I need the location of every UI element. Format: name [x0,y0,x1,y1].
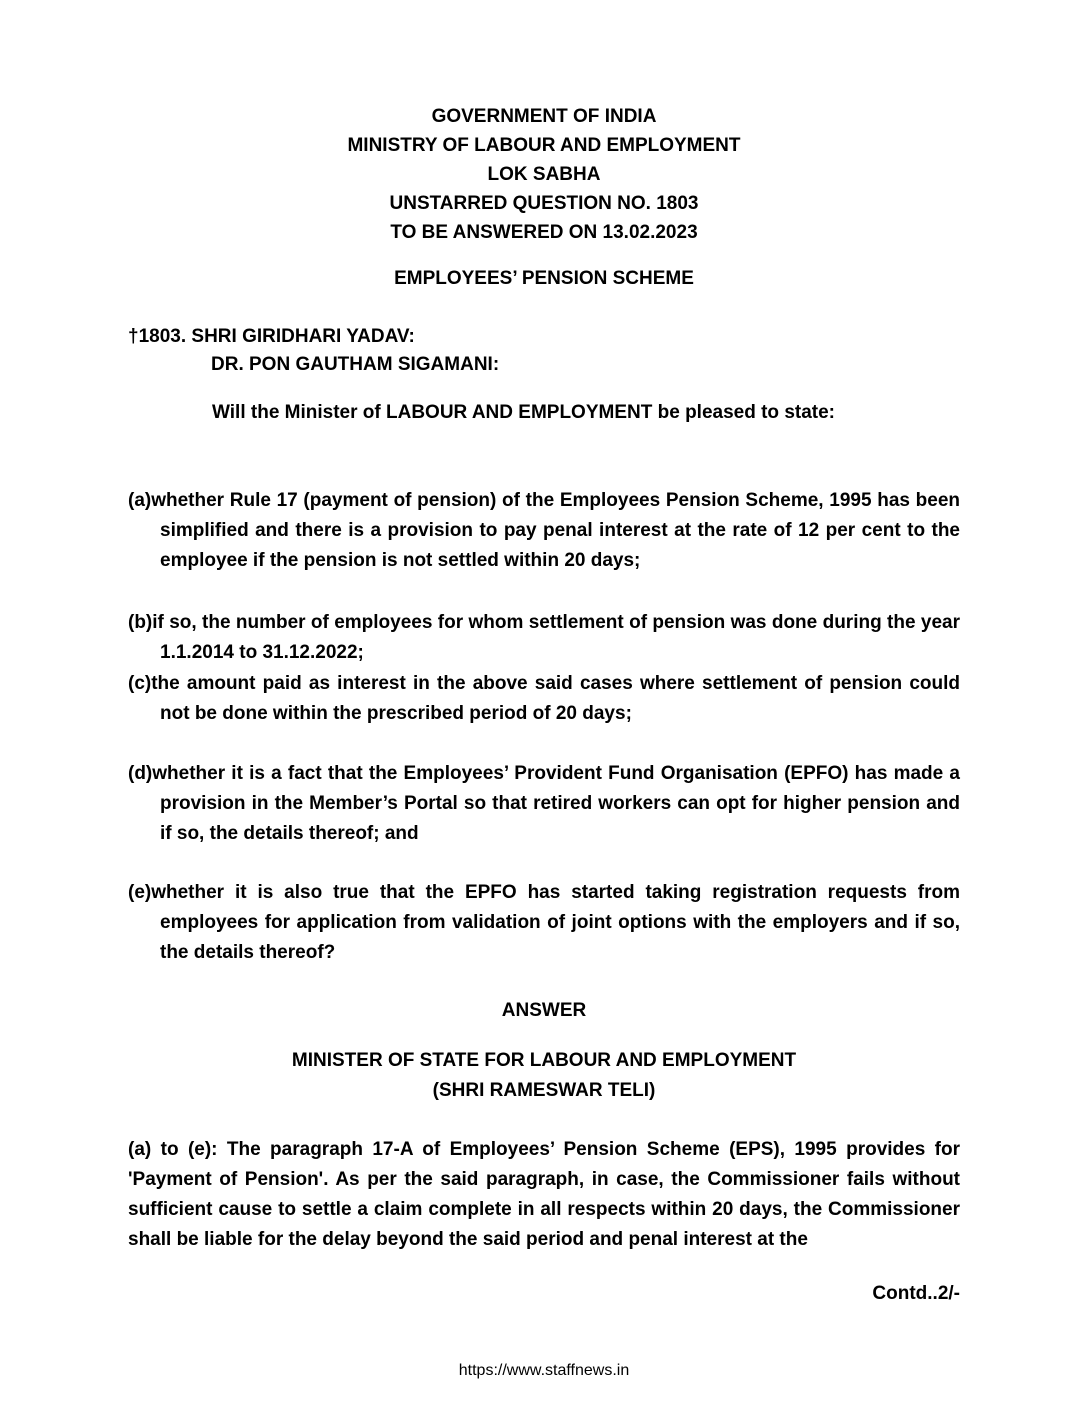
subject-title: EMPLOYEES’ PENSION SCHEME [394,268,694,289]
minister-name: (SHRI RAMESWAR TELI) [432,1080,656,1101]
question-c: (c)the amount paid as interest in the above said cases where settlement of pension could not be done within the prescribed period of 20 days; [128,673,960,724]
question-d: (d)whether it is a fact that the Employees’ Provident Fund Organisation (EPFO) has made a provision in the Member’s Portal so that retired workers can opt for higher pension and if so, the details thereof; and [128,763,960,844]
question-intro [128,398,960,428]
continuation-note: Contd..2/- [872,1283,960,1304]
header-ministry: MINISTRY OF LABOUR AND EMPLOYMENT [347,135,741,156]
answer-text: (a) to (e): The paragraph 17-A of Employees’ Pension Scheme (EPS), 1995 provides for 'Payment of Pension'. As per the said paragraph, in case, the Commissioner fails without sufficient cause to settle a claim complete in all respects within 20 days, the Commissioner shall be liable for the delay beyond the said period and penal interest at the [128,1139,960,1250]
header-question-number: UNSTARRED QUESTION NO. 1803 [389,193,699,214]
document-header [0,102,1088,247]
answer-heading: ANSWER [501,1000,587,1021]
question-a: (a)whether Rule 17 (payment of pension) of the Employees Pension Scheme, 1995 has been simplified and there is a provision to pay penal interest at the rate of 12 per cent to the employee if the pension is not settled within 20 days; [128,490,960,571]
header-house: LOK SABHA [487,164,601,185]
question-e: (e)whether it is also true that the EPFO has started taking registration requests from employees for application from validation of joint options with the employers and if so, the details thereof? [128,882,960,963]
minister-title: MINISTER OF STATE FOR LABOUR AND EMPLOYMENT [291,1050,797,1071]
question-b: (b)if so, the number of employees for whom settlement of pension was done during the year 1.1.2014 to 31.12.2022; [128,612,960,663]
question-intro-text: Will the Minister of LABOUR AND EMPLOYMENT be pleased to state: [212,402,836,423]
asker-2: DR. PON GAUTHAM SIGAMANI: [211,354,500,375]
header-government: GOVERNMENT OF INDIA [431,106,657,127]
footer-url: https://www.staffnews.in [458,1362,630,1379]
header-answer-date: TO BE ANSWERED ON 13.02.2023 [390,222,698,243]
asker-1: †1803. SHRI GIRIDHARI YADAV: [128,326,415,347]
